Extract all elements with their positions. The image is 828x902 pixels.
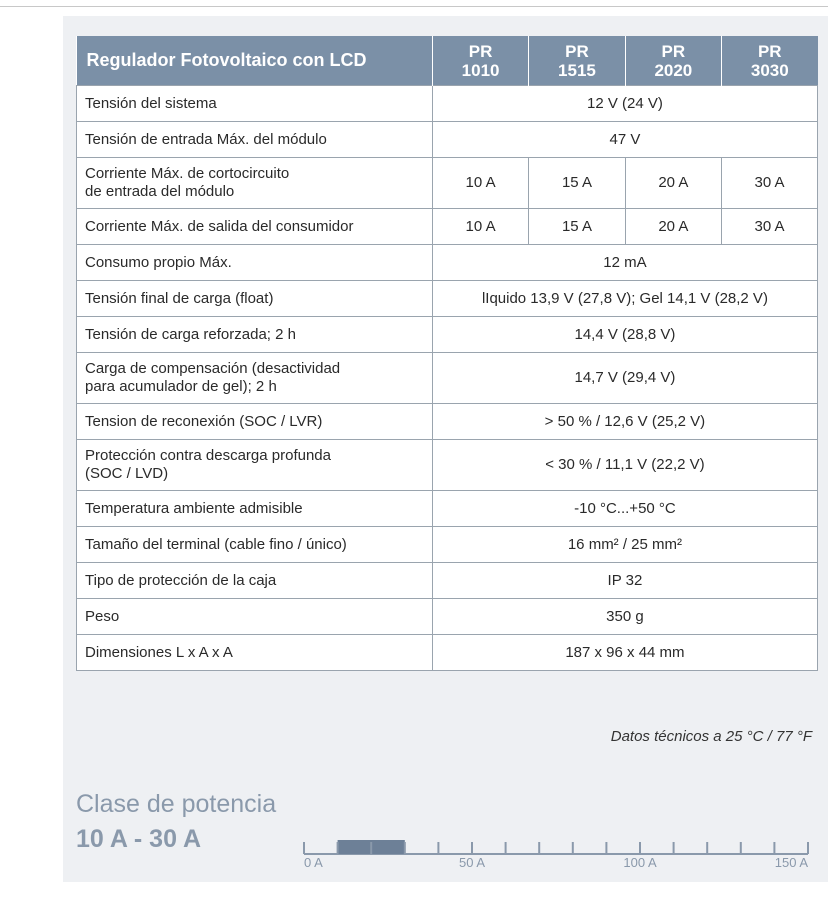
spec-label [77, 353, 433, 404]
scale-label: 0 A [304, 855, 323, 870]
spec-label [77, 527, 433, 563]
top-divider [0, 6, 828, 7]
model-prefix: PR [565, 41, 589, 61]
model-header [722, 36, 818, 86]
table-row [77, 317, 818, 353]
spec-label [77, 404, 433, 440]
table-row [77, 635, 818, 671]
spec-value: 47 V [432, 122, 817, 158]
model-header [625, 36, 721, 86]
spec-label-line: Consumo propio Máx. [85, 253, 232, 271]
model-prefix: PR [661, 41, 686, 61]
power-class-scale [296, 826, 816, 872]
model-prefix: PR [468, 41, 493, 61]
table-title: Regulador Fotovoltaico con LCD [77, 36, 433, 86]
spec-value: 10 A [432, 209, 528, 245]
spec-label-line: Temperatura ambiente admisible [85, 499, 303, 517]
spec-value: 20 A [625, 209, 721, 245]
table-row [77, 563, 818, 599]
table-row [77, 527, 818, 563]
spec-label-line: de entrada del módulo [85, 183, 235, 200]
spec-value: 15 A [529, 158, 625, 209]
spec-value: 10 A [432, 158, 528, 209]
table-row [77, 281, 818, 317]
table-row [77, 245, 818, 281]
spec-label-line: Tensión final de carga (float) [85, 289, 274, 307]
spec-value: 15 A [529, 209, 625, 245]
spec-value: < 30 % / 11,1 V (22,2 V) [432, 440, 817, 491]
spec-value: 350 g [432, 599, 817, 635]
spec-label-line: Tensión de entrada Máx. del módulo [85, 130, 327, 148]
spec-label-line: Corriente Máx. de cortocircuito [85, 165, 290, 182]
spec-label [77, 281, 433, 317]
spec-value: IP 32 [432, 563, 817, 599]
spec-table-body [77, 86, 818, 671]
spec-label [77, 158, 433, 209]
scale-label: 100 A [623, 855, 657, 870]
spec-value: 30 A [722, 209, 818, 245]
table-row [77, 209, 818, 245]
spec-value: > 50 % / 12,6 V (25,2 V) [432, 404, 817, 440]
table-row [77, 122, 818, 158]
table-row [77, 440, 818, 491]
model-prefix: PR [757, 41, 782, 61]
spec-value: 187 x 96 x 44 mm [432, 635, 817, 671]
table-row [77, 86, 818, 122]
table-row [77, 599, 818, 635]
spec-label [77, 317, 433, 353]
spec-label-line: Protección contra descarga profunda [85, 447, 331, 464]
spec-label-line: Tension de reconexión (SOC / LVR) [85, 412, 323, 430]
model-number: 2020 [654, 60, 693, 80]
spec-label [77, 599, 433, 635]
spec-value: -10 °C...+50 °C [432, 491, 817, 527]
spec-label-line: (SOC / LVD) [85, 465, 169, 482]
table-row [77, 158, 818, 209]
spec-label [77, 209, 433, 245]
table-header-row [77, 36, 818, 86]
spec-label-line: Tensión de carga reforzada; 2 h [85, 325, 296, 343]
spec-label-line: Peso [85, 607, 120, 625]
scale-label: 50 A [458, 855, 486, 870]
power-class-range: 10 A - 30 A [76, 825, 202, 853]
power-class-title: Clase de potencia [76, 790, 277, 818]
model-header [529, 36, 625, 86]
spec-label-line: para acumulador de gel); 2 h [85, 378, 277, 395]
table-row [77, 353, 818, 404]
spec-label [77, 563, 433, 599]
table-row [77, 491, 818, 527]
spec-label-line: Carga de compensación (desactividad [85, 360, 341, 377]
spec-value: 12 mA [432, 245, 817, 281]
spec-label [77, 86, 433, 122]
spec-value: lIquido 13,9 V (27,8 V); Gel 14,1 V (28,2 V) [432, 281, 817, 317]
spec-value: 30 A [722, 158, 818, 209]
spec-label-line: Tamaño del terminal (cable fino / único) [85, 535, 347, 553]
spec-label [77, 122, 433, 158]
spec-value: 12 V (24 V) [432, 86, 817, 122]
spec-label [77, 635, 433, 671]
spec-label [77, 440, 433, 491]
spec-value: 14,7 V (29,4 V) [432, 353, 817, 404]
technical-data-note: Datos técnicos a 25 °C / 77 °F [610, 728, 812, 745]
spec-value: 14,4 V (28,8 V) [432, 317, 817, 353]
model-number: 3030 [750, 60, 789, 80]
spec-label-line: Tipo de protección de la caja [85, 571, 277, 589]
spec-label-line: Corriente Máx. de salida del consumidor [85, 217, 354, 235]
spec-table [76, 36, 818, 671]
scale-label: 150 A [774, 855, 808, 870]
spec-label [77, 245, 433, 281]
spec-value: 16 mm² / 25 mm² [432, 527, 817, 563]
spec-label [77, 491, 433, 527]
spec-value: 20 A [625, 158, 721, 209]
table-row [77, 404, 818, 440]
model-number: 1515 [558, 60, 596, 80]
model-number: 1010 [461, 60, 500, 80]
model-header [432, 36, 528, 86]
spec-label-line: Dimensiones L x A x A [85, 643, 233, 661]
spec-label-line: Tensión del sistema [85, 94, 217, 112]
